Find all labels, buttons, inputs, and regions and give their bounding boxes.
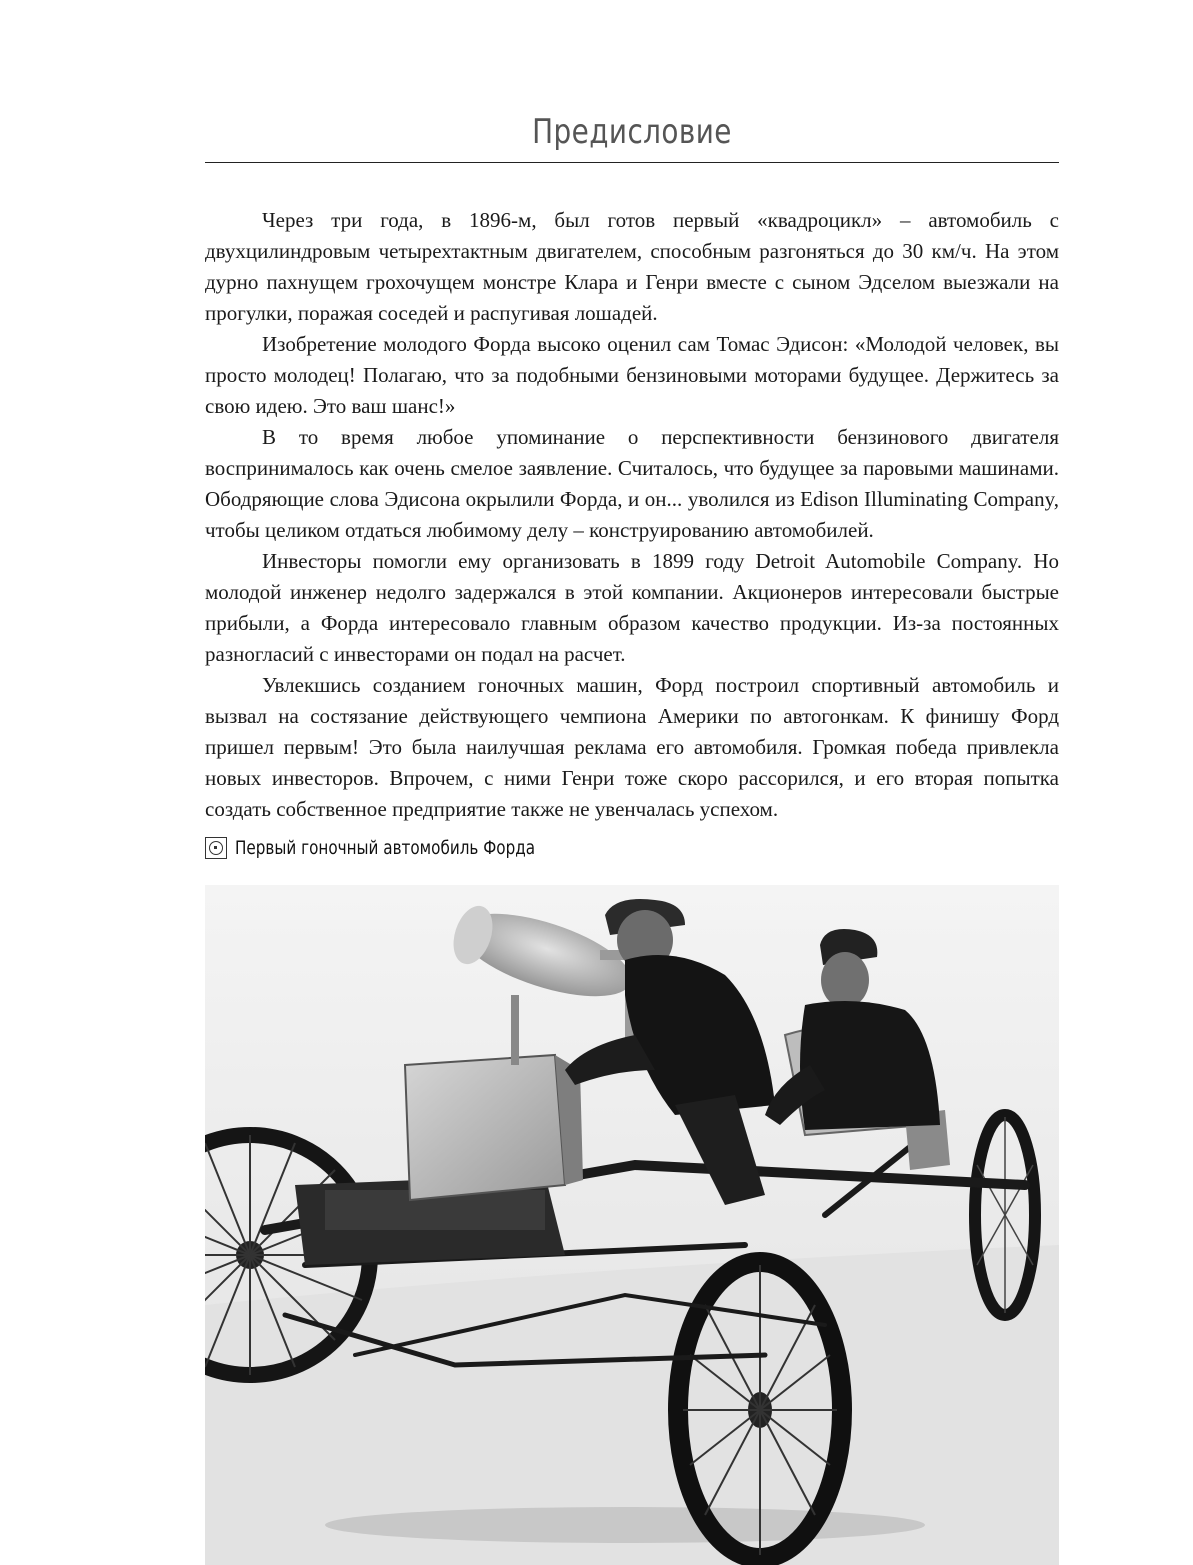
figure-caption <box>205 834 610 862</box>
paragraph: В то время любое упоминание о перспективности бензинового двигателя воспринималось как очень смелое заявление. Считалось, что будущее за паровыми машинами. Ободряющие слова Эдисона окрылили Форда, и он... уволился из Edison Illuminating Company, чтобы целиком отдаться любимому делу – конструированию автомобилей. <box>205 425 1059 542</box>
paragraph: Через три года, в 1896-м, был готов первый «квадроцикл» – автомобиль с двухцилиндровым четырехтактным двигателем, способным разгоняться до 30 км/ч. На этом дурно пахнущем грохочущем монстре Клара и Генри вместе с сыном Эдселом выезжали на прогулки, поражая соседей и распугивая лошадей. <box>205 208 1059 325</box>
paragraph: Инвесторы помогли ему организовать в 1899 году Detroit Automobile Company. Но молодой инженер недолго задержался в этой компании. Акционеров интересовали быстрые прибыли, а Форда интересовало главным образом качество продукции. Из-за постоянных разногласий с инвесторами он подал на расчет. <box>205 549 1059 666</box>
header-divider <box>205 162 1059 163</box>
paragraph: Изобретение молодого Форда высоко оценил сам Томас Эдисон: «Молодой человек, вы просто молодец! Полагаю, что за подобными бензиновыми моторами будущее. Держитесь за свою идею. Это ваш шанс!» <box>205 332 1059 418</box>
race-car-illustration <box>205 885 1059 1565</box>
ornament-icon <box>205 837 227 859</box>
caption-text: Первый гоночный автомобиль Форда <box>235 837 536 859</box>
paragraph: Увлекшись созданием гоночных машин, Форд построил спортивный автомобиль и вызвал на состязание действующего чемпиона Америки по автогонкам. К финишу Форд пришел первым! Это была наилучшая реклама его автомобиля. Громкая победа привлекла новых инвесторов. Впрочем, с ними Генри тоже скоро рассорился, и его вторая попытка создать собственное предприятие также не увенчалась успехом. <box>205 673 1059 821</box>
body-text <box>205 205 1059 825</box>
race-car-photo <box>205 885 1059 1565</box>
page-title: Предисловие <box>532 112 732 152</box>
